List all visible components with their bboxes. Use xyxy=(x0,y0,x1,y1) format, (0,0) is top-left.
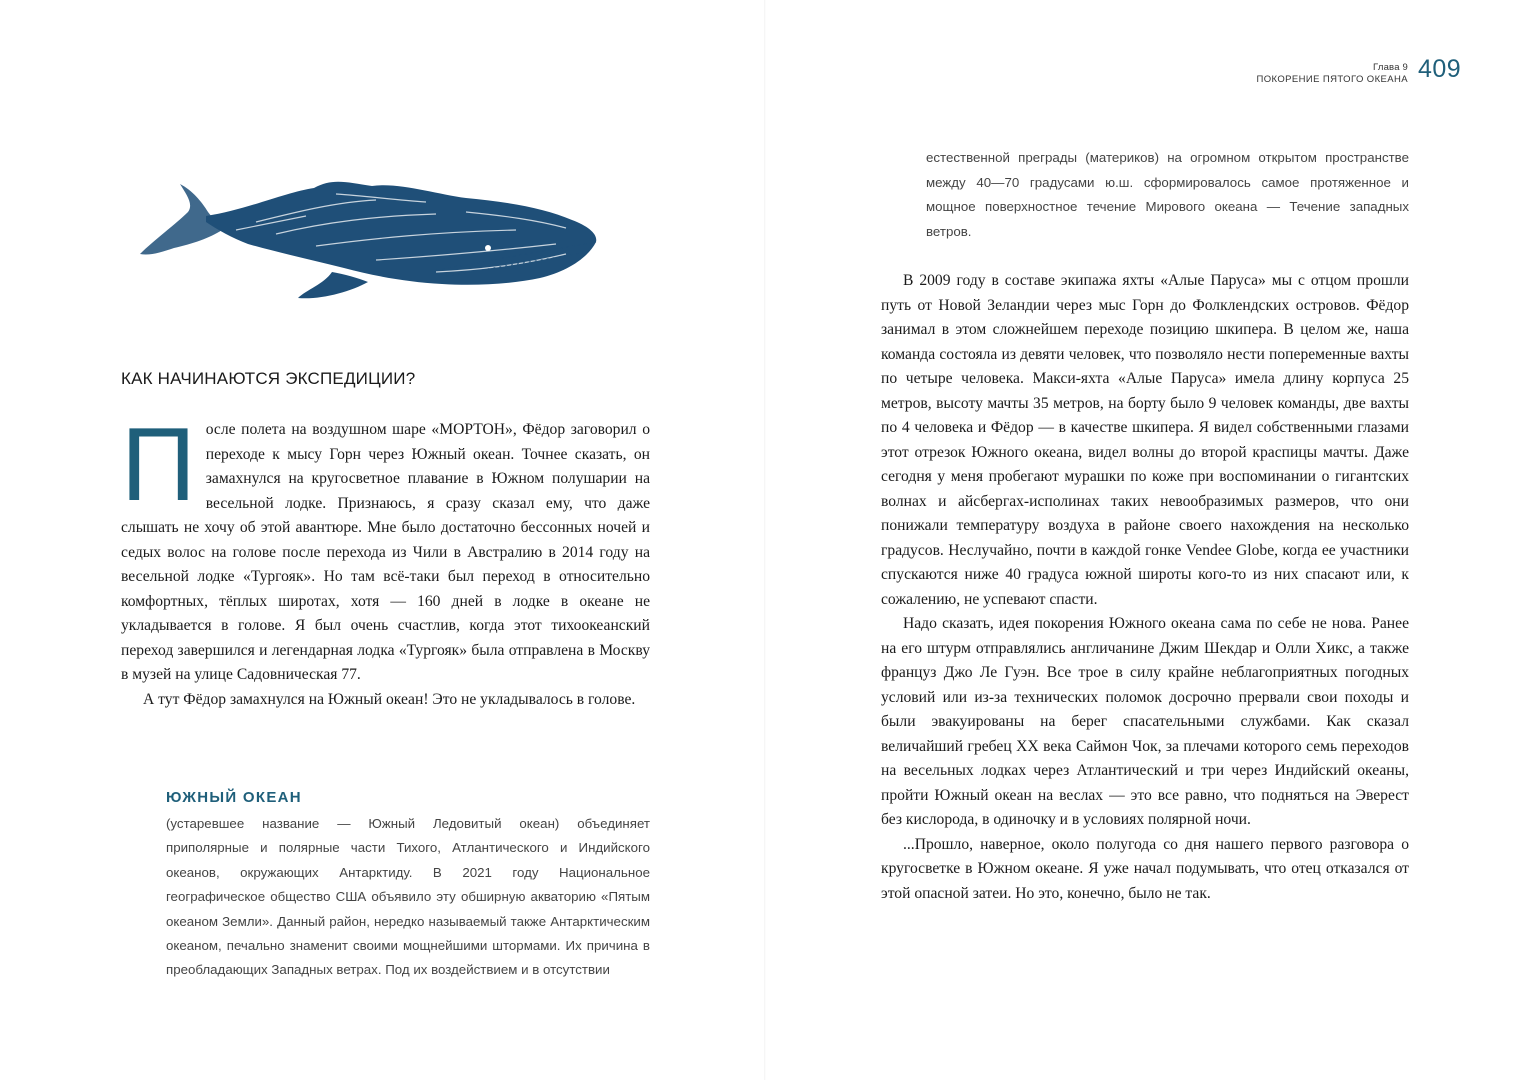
paragraph-opening xyxy=(121,407,650,688)
paragraph-5: ...Прошло, наверное, около полугода со дня нашего первого разговора о кругосветке в Южном океане. Я уже начал подумывать, что отец отказался от этой опасной затеи. Но это, конечно, было не так. xyxy=(881,835,1409,902)
page-gutter xyxy=(764,0,766,1080)
sidebar-title: ЮЖНЫЙ ОКЕАН xyxy=(166,789,302,806)
dropcap-letter: П xyxy=(121,407,196,523)
section-label: ПОКОРЕНИЕ ПЯТОГО ОКЕАНА xyxy=(1256,74,1408,85)
paragraph-1-text: осле полета на воздушном шаре «МОРТОН», Фёдор заговорил о переходе к мысу Горн через Южный океан. Точнее сказать, он замахнулся на кругосветное плавание в Южном полушарии на весельной лодке. Признаюсь, я сразу сказал ему, что даже слышать не хочу об этой авантюре. Мне было достаточно бессонных ночей и седых волос на голове после перехода из Чили в Австралию в 2014 году на весельной лодке «Тургояк». Но там всё-таки был переход в относительно комфортных, тёплых широтах, хотя — 160 дней в лодке в океане не укладывается в голове. Я был очень счастлив, когда этот тихоокеанский переход завершился и легендарная лодка «Тургояк» была отправлена в Москву в музей на улице Садовническая 77. xyxy=(121,421,650,683)
paragraph-2: А тут Фёдор замахнулся на Южный океан! Это не укладывалось в голове. xyxy=(143,690,636,708)
left-page-body xyxy=(121,407,650,712)
whale-eye xyxy=(485,245,491,251)
chapter-label: Глава 9 xyxy=(1373,62,1408,73)
page-number: 409 xyxy=(1418,55,1462,83)
sidebar-text-continued: естественной преграды (материков) на огромном открытом пространстве между 40—70 градусами ю.ш. сформировалось самое протяженное и мощное поверхностное течение Мирового океана — Течение западных ветров. xyxy=(926,150,1409,239)
whale-illustration-icon xyxy=(136,172,602,304)
sidebar-text: (устаревшее название — Южный Ледовитый океан) объединяет приполярные и полярные части Тихого, Атлантического и Индийского океанов, окружающих Антарктиду. В 2021 году Национальное географическое общество США объявило эту обширную акваторию «Пятым океаном Земли». Данный район, нередко называемый также Антарктическим океаном, печально знаменит своими мощнейшими штормами. Их причина в преобладающих Западных ветрах. Под их воздействием и в отсутствии xyxy=(166,816,650,978)
running-head xyxy=(1257,62,1408,86)
paragraph-3: В 2009 году в составе экипажа яхты «Алые Паруса» мы с отцом прошли путь от Новой Зеландии через мыс Горн до Фолклендских островов. Фёдор занимал в этом сложнейшем переходе позицию шкипера. В целом же, наша команда состояла из девяти человек, что позволяло нести попеременные вахты по четыре человека. Макси-яхта «Алые Паруса» имела длину корпуса 25 метров, высоту мачты 35 метров, на борту было 9 человек команды, две вахты по 4 человека и Фёдор — в качестве шкипера. Я видел собственными глазами этот отрезок Южного океана, видел волны до второй краспицы мачты. Даже сегодня у меня пробегают мурашки по коже при воспоминании о гигантских волнах и айсбергах-исполинах таких невообразимых размеров, что они понижали температуру воздуха в районе своего нахождения на несколько градусов. Неслучайно, почти в каждой гонке Vendee Globe, когда ее участники спускаются ниже 40 градуса южной широты кого-то из них спасают или, к сожалению, не успевают спасти. xyxy=(881,272,1409,608)
section-title: КАК НАЧИНАЮТСЯ ЭКСПЕДИЦИИ? xyxy=(121,369,416,388)
right-page-body xyxy=(881,269,1409,906)
paragraph-4: Надо сказать, идея покорения Южного океана сама по себе не нова. Ранее на его штурм отправлялись англичанине Джим Шекдар и Олли Хикс, а также француз Джо Ле Гуэн. Все трое в силу крайне неблагоприятных погодных условий или из-за технических поломок досрочно прервали свои походы и были эвакуированы на берег спасательными службами. Как сказал величайший гребец XX века Саймон Чок, за плечами которого семь переходов на весельных лодках через Атлантический и три через Индийский океаны, пройти Южный океан на веслах — это все равно, что подняться на Эверест без кислорода, в одиночку и в условиях полярной ночи. xyxy=(881,615,1409,828)
